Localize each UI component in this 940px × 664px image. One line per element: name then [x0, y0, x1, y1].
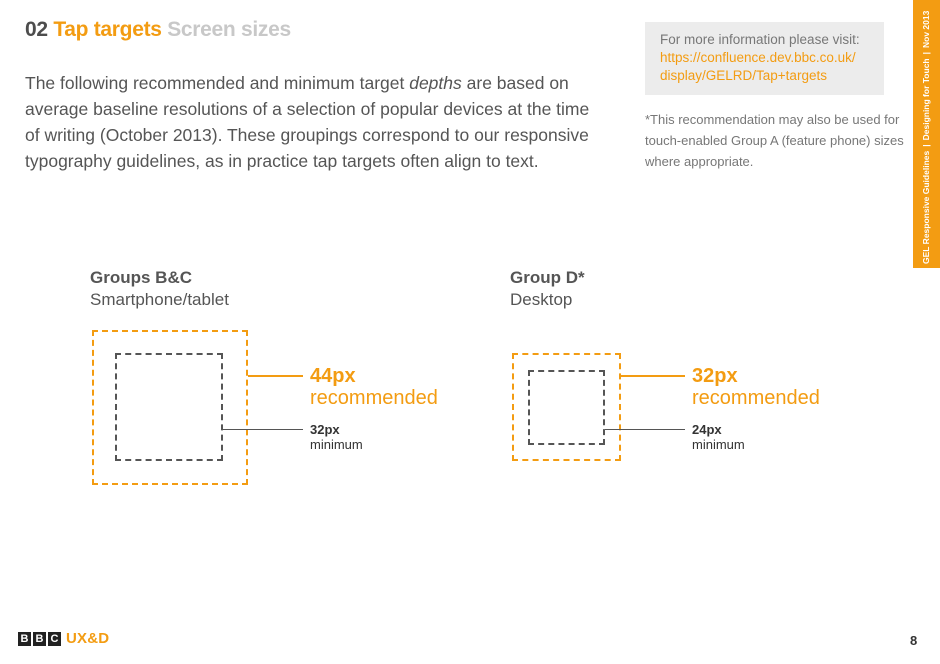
- group-bc-minimum-value: 32px: [310, 422, 340, 437]
- group-bc-subtitle: Smartphone/tablet: [90, 290, 229, 309]
- group-d-minimum-leader: [605, 429, 685, 430]
- group-d-title: Group D*: [510, 268, 585, 287]
- group-d-recommended-leader: [621, 375, 685, 377]
- group-d-minimum-box: [528, 370, 605, 445]
- group-d-recommended-label: recommended: [692, 387, 820, 409]
- group-bc-title: Groups B&C: [90, 268, 192, 287]
- group-bc-minimum-box: [115, 353, 223, 461]
- page-number: 8: [910, 633, 918, 648]
- page-title: [25, 18, 291, 42]
- subsection-title: Screen sizes: [167, 18, 291, 41]
- section-number: 02: [25, 18, 48, 41]
- uxd-logo-text: UX&D: [66, 630, 110, 647]
- intro-paragraph: [25, 70, 595, 174]
- intro-emphasis: depths: [409, 73, 462, 93]
- section-title: Tap targets: [53, 18, 162, 41]
- side-tab-text: [917, 2, 935, 264]
- more-info-link-line2[interactable]: display/GELRD/Tap+targets: [660, 68, 827, 83]
- group-d-subtitle: Desktop: [510, 290, 573, 309]
- side-tab-doc: GEL Responsive Guidelines: [921, 150, 931, 264]
- more-info-link-line1[interactable]: https://confluence.dev.bbc.co.uk/: [660, 50, 856, 65]
- side-tab-separator: |: [921, 144, 931, 147]
- more-info-box: [645, 22, 884, 95]
- intro-text-start: The following recommended and minimum target: [25, 73, 410, 93]
- footnote: *This recommendation may also be used for touch-enabled Group A (feature phone) sizes where appropriate.: [645, 112, 904, 169]
- bbc-logo-b1: B: [18, 632, 31, 646]
- group-bc-recommended-leader: [248, 375, 303, 377]
- bbc-logo-b2: B: [33, 632, 46, 646]
- side-tab-separator-2: |: [921, 51, 931, 55]
- group-d-minimum-label: minimum: [692, 437, 745, 452]
- intro-text-end: are based on average baseline resolutions of a selection of popular devices at the time of writing (October 2013). These groupings correspond to our responsive typography guidelines, as in practice tap targets often align to text.: [25, 73, 590, 171]
- group-bc-recommended-label: recommended: [310, 387, 438, 409]
- group-d-recommended-value: 32px: [692, 365, 738, 387]
- more-info-label: For more information please visit:: [660, 32, 860, 47]
- group-bc-recommended-value: 44px: [310, 365, 356, 387]
- bbc-logo-c: C: [48, 632, 61, 646]
- bbc-uxd-logo: [18, 631, 109, 646]
- group-d-minimum-value: 24px: [692, 422, 722, 437]
- side-tab-topic: Designing for Touch: [921, 58, 931, 141]
- side-tab-date: Nov 2013: [921, 10, 931, 48]
- side-tab: [913, 0, 940, 268]
- group-bc-minimum-leader: [223, 429, 303, 430]
- group-bc-minimum-label: minimum: [310, 437, 363, 452]
